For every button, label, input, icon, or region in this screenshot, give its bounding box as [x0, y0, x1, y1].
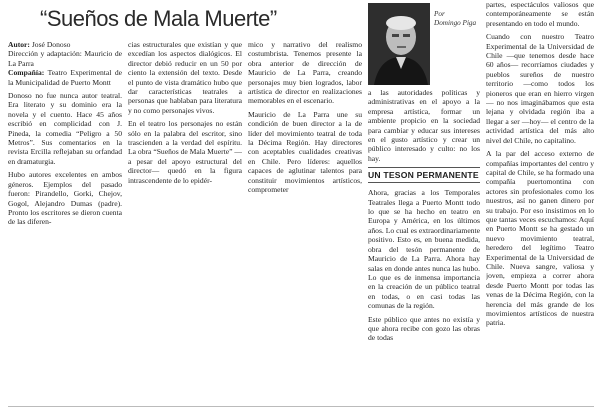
author-portrait-icon [368, 3, 430, 85]
caption-author: Domingo Piga [434, 19, 477, 27]
author-photo [368, 3, 430, 85]
paragraph: a las autoridades políticas y administrativas en el apoyo a la empresa artística, formar un ambiente propicio en la sociedad para cambiar y educar sus intereses en el gusto artístico y crear un público interesado y culto: no los hay. [368, 88, 480, 163]
article-column-4 [368, 88, 480, 406]
paragraph: partes, espectáculos valiosos que contemporáneamente se están presentando en todo el mundo. [486, 0, 594, 28]
paragraph: Hubo autores excelentes en ambos géneros. Ejemplos del pasado fueron: Pirandello, Gorki, Chejov, Gogol, Alejandro Dumas (padre). Pronto los escritores se dieron cuenta de las diferen- [8, 170, 122, 227]
bottom-divider [8, 406, 594, 407]
paragraph: Donoso no fue nunca autor teatral. Era literato y su dominio era la novela y el cuento. Hace 45 años escribió en complicidad con J. Pineda, la comedia “Peligro a 50 Metros”. Sus comentarios en la revista Ercilla reflejaban su orfandad en dramaturgia. [8, 91, 122, 166]
paragraph: Este público que antes no existía y que ahora recibe con gozo las obras de todas [368, 314, 480, 343]
article-column-5 [486, 0, 594, 406]
paragraph: Ahora, gracias a los Temporales Teatrales llega a Puerto Montt todo lo que se ha hecho en teatro en Europa y América, en los últimos años. Lo cual es extraordinariamente positivo. Esto es, en buena medida, obra del tesón permanente de Mauricio de La Parra. Ahora hay salas en donde antes nunca las hubo. Lo que es de inmensa importancia en la creación de un público teatral en todas, o en casi todas las comunas de la región. [368, 188, 480, 311]
paragraph: A la par del acceso externo de compañías importantes del centro y capital de Chile, se ha formado una compañía puertomontina con actores sin profesionales como los nuestros, así no ganen dinero por su trabajo. Por eso insistimos en lo que tantas veces escuchamos: Aquí en Puerto Montt se ha gestado un nuevo movimiento teatral, heredero del legítimo Teatro Experimental de la Universidad de Chile. Nueva sangre, valiosa y joven, empieza a correr ahora desde Puerto Montt por todas las venas de la Décima Región, con la herencia del más grande de los movimientos artísticos de nuestra patria. [486, 149, 594, 328]
credit-company [8, 68, 122, 87]
article-column-2 [128, 40, 242, 290]
article-column-1 [8, 40, 122, 406]
credit-direction: Dirección y adaptación: Mauricio de La Parra [8, 49, 122, 68]
article-title: “Sueños de Mala Muerte” [40, 6, 277, 31]
credit-company-label: Compañía: [8, 68, 45, 78]
paragraph: cias estructurales que existían y que excedían los aspectos dialógicos. El director debió reducir en un 50 por ciento la extensión del texto. Desde el punto de vista dramático hubo que dar características teatrales a personas que hablaban para literatura y no como personajes vivos. [128, 40, 242, 115]
credit-author-value: José Donoso [31, 40, 71, 49]
credit-author [8, 40, 122, 49]
paragraph: En el teatro los personajes no están sólo en la palabra del escritor, sino trascienden a la verdad del espíritu. La obra “Sueños de Mala Muerte” —a pesar del apoyo estructural del director— quedó en la figura intrascendente de lo epidér- [128, 119, 242, 185]
article-column-3 [248, 40, 362, 290]
credit-author-label: Autor: [8, 40, 30, 49]
caption-by: Por [434, 10, 445, 18]
paragraph: Mauricio de La Parra une su condición de buen director a la de líder del movimiento teatral de toda la Décima Región. Hay directores con aceptables cualidades creativas en Chile. Pero líderes: aquellos capaces de aglutinar talentos para constituir movimientos artísticos, comprometer [248, 109, 362, 195]
paragraph: mico y narrativo del realismo costumbrista. Tenemos presente la obra anterior de dirección de Mauricio de La Parra, creando personajes muy bien logrados, labor artística de director en realizaciones memorables en el escenario. [248, 40, 362, 106]
paragraph: Cuando con nuestro Teatro Experimental de la Universidad de Chile —que tenemos desde hace 60 años— recorríamos ciudades y pueblos sureños de nuestro territorio —como todos los pioneros que eran en hierro virgen— no nos imaginábamos que esta lejana y olvidada región iba a llegar a ser —hoy— el centro de la actividad artística del más alto nivel del Chile, no capitalino. [486, 32, 594, 145]
credit-company-value: Teatro Experimental de la Municipalidad de Puerto Montt [8, 68, 122, 87]
photo-caption [434, 10, 482, 28]
section-subhead: UN TESON PERMANENTE [368, 167, 480, 183]
